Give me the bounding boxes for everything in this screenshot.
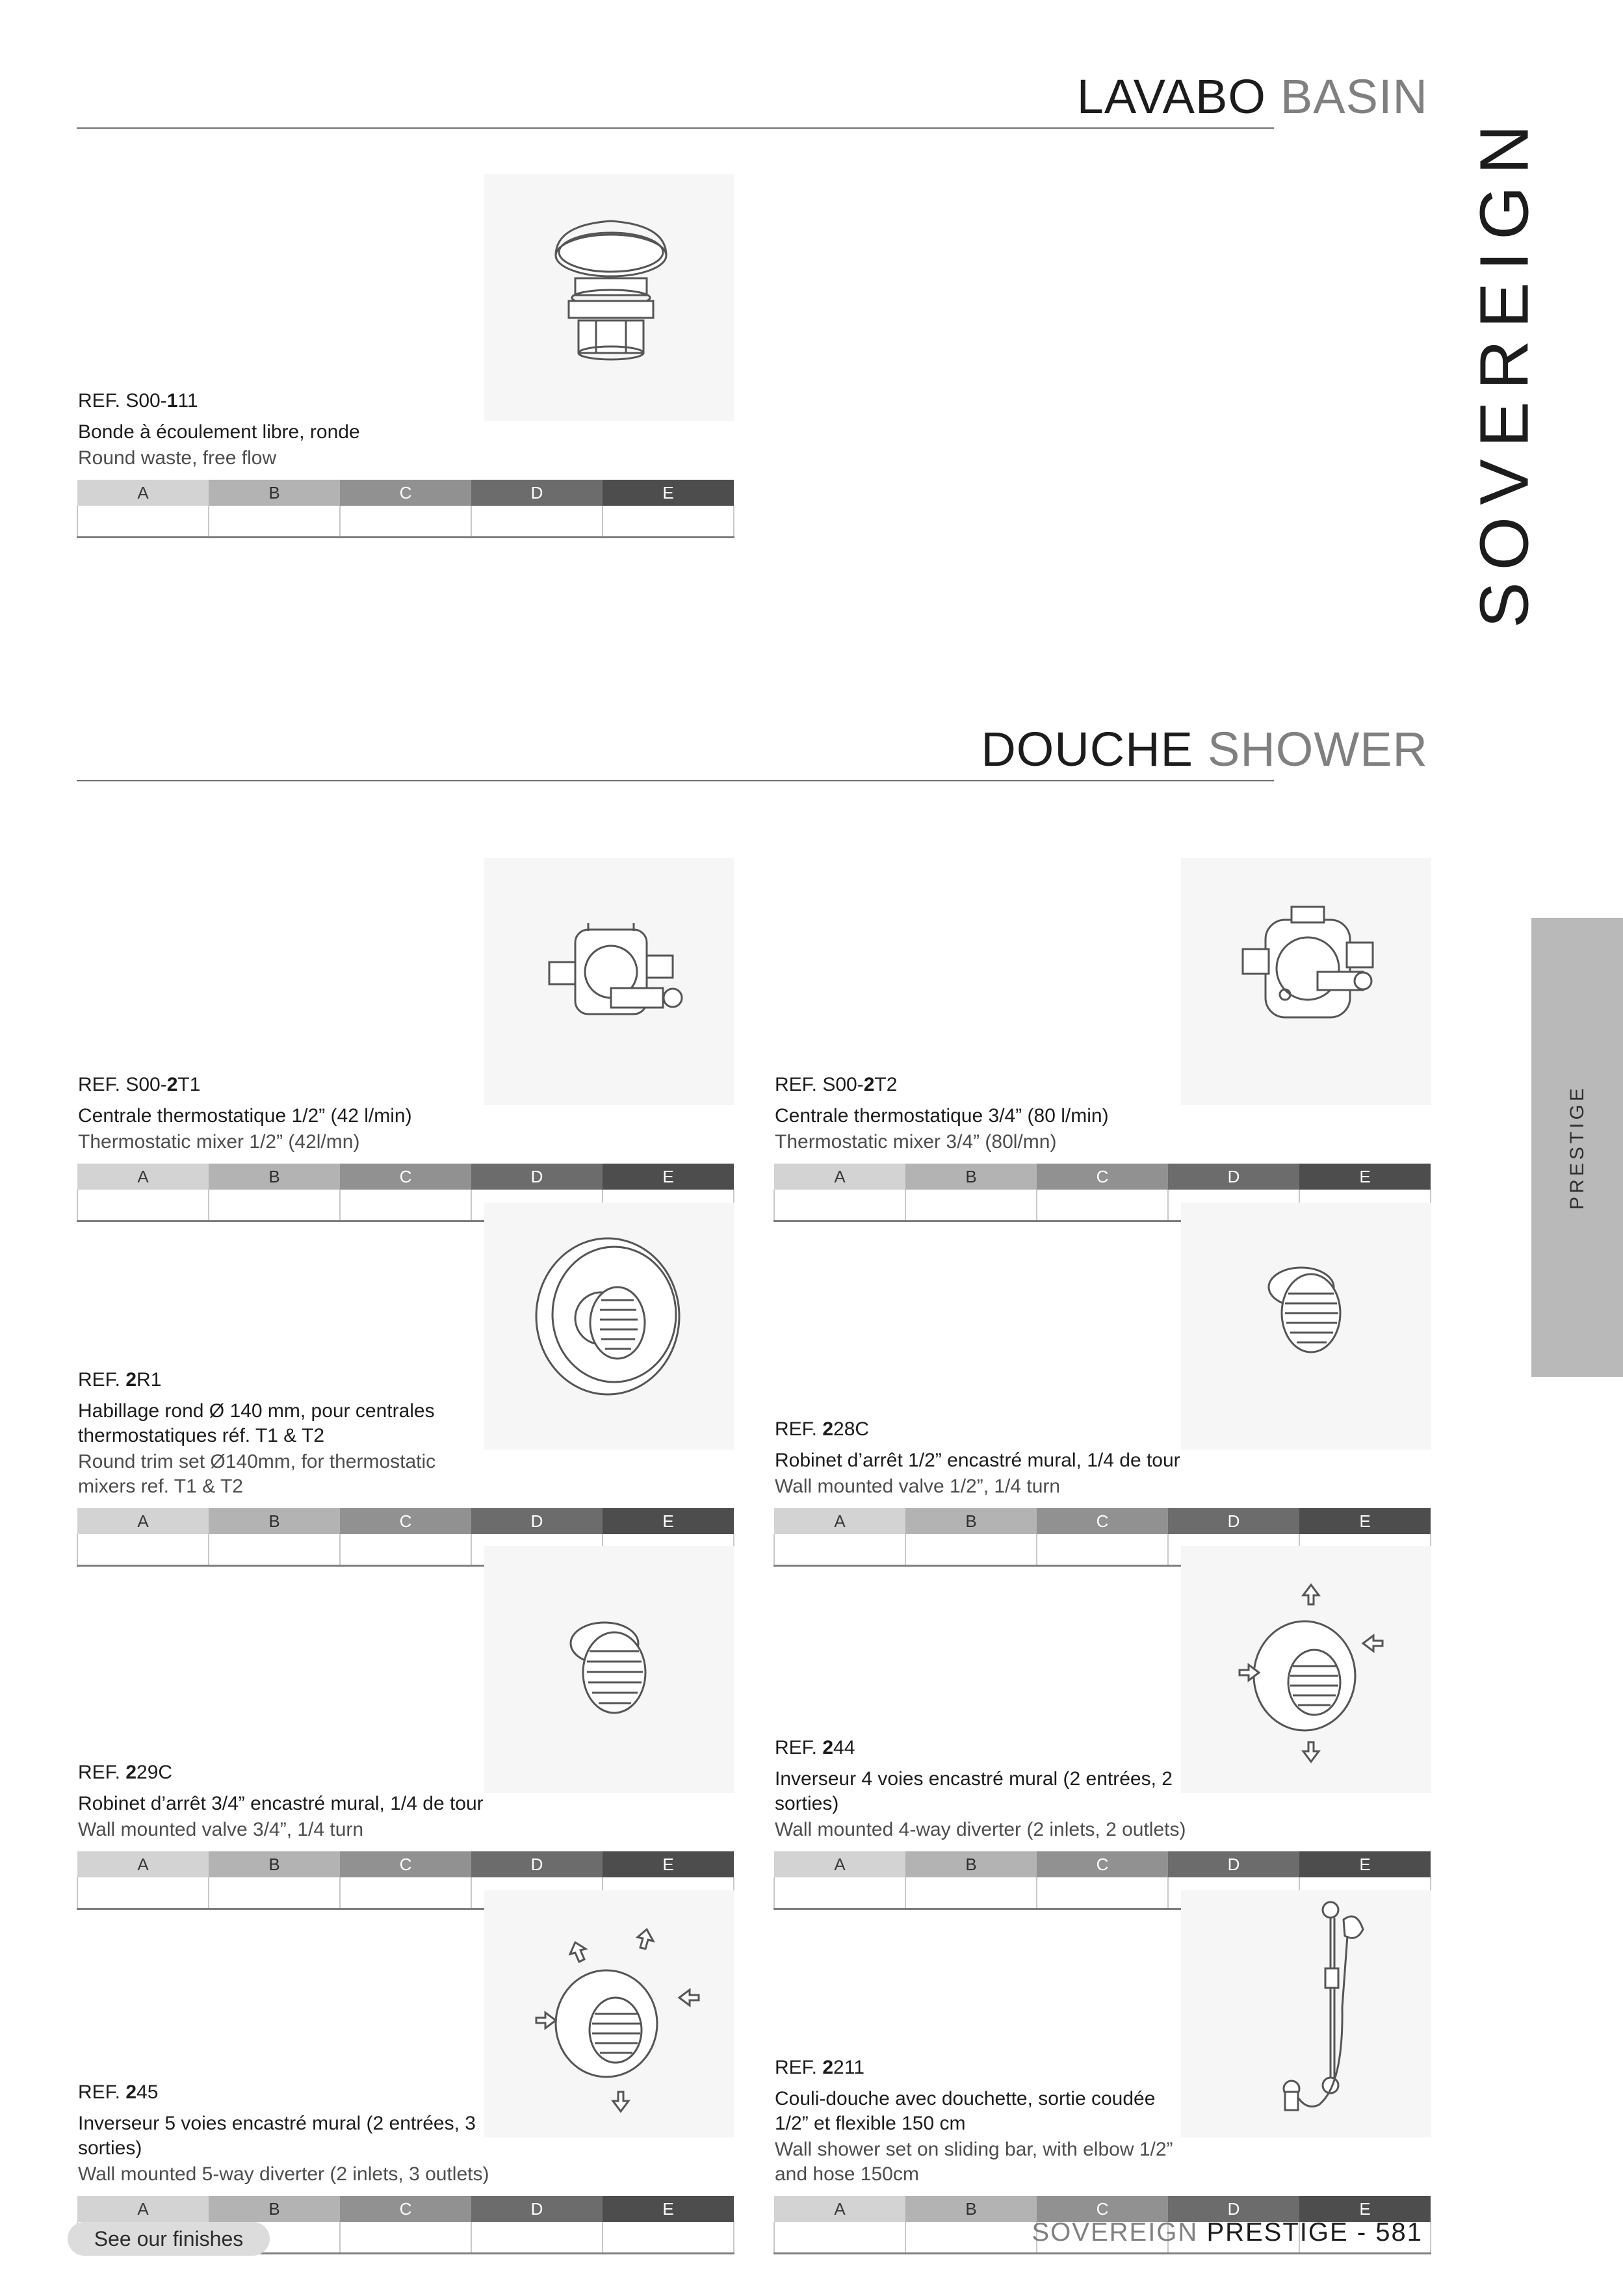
product-info xyxy=(775,2057,1191,2187)
finish-e: E xyxy=(1299,1508,1431,1534)
product-ref xyxy=(775,2057,1191,2079)
finish-c: C xyxy=(340,2196,471,2222)
finish-a: A xyxy=(774,1851,905,1877)
ref-prefix: REF. xyxy=(775,1737,823,1758)
finish-d: D xyxy=(1168,2196,1299,2222)
ref-prefix: REF. xyxy=(78,1762,126,1783)
product-description-fr: Centrale thermostatique 1/2” (42 l/min) xyxy=(78,1105,412,1127)
finish-e: E xyxy=(603,2196,734,2222)
finish-cell xyxy=(905,2222,1037,2253)
page-footer xyxy=(1032,2218,1423,2247)
finish-b: B xyxy=(905,1164,1037,1190)
side-tab-prestige[interactable] xyxy=(1531,918,1623,1377)
finish-a: A xyxy=(774,1164,905,1190)
product-2211 xyxy=(773,1890,1431,2254)
product-description-fr: Robinet d’arrêt 1/2” encastré mural, 1/4 de tour xyxy=(775,1450,1180,1471)
product-description-en: Wall mounted valve 1/2”, 1/4 turn xyxy=(775,1476,1061,1497)
finish-cell xyxy=(209,506,340,537)
finish-cell xyxy=(603,2222,734,2253)
brand-vertical-text: SOVEREIGN xyxy=(1466,112,1543,629)
ref-bold: 2 xyxy=(166,1074,178,1095)
product-info xyxy=(78,1369,494,1499)
finish-e: E xyxy=(603,1851,734,1877)
ref-bold: 2 xyxy=(822,2057,834,2078)
ref-bold: 2 xyxy=(125,2081,137,2103)
ref-bold: 1 xyxy=(166,390,178,411)
section-title-en: BASIN xyxy=(1280,70,1428,124)
finish-d: D xyxy=(471,480,603,506)
product-ref xyxy=(78,390,494,412)
finish-cell xyxy=(471,2222,603,2253)
finish-cell xyxy=(77,506,209,537)
valve-knob-icon xyxy=(484,1546,734,1793)
product-ref xyxy=(78,1762,494,1784)
see-finishes-button[interactable]: See our finishes xyxy=(68,2222,270,2256)
finish-a: A xyxy=(77,480,209,506)
ref-suffix: 29C xyxy=(136,1762,173,1783)
product-description-en: Thermostatic mixer 3/4” (80l/mn) xyxy=(775,1131,1057,1153)
finish-cell xyxy=(774,2222,905,2253)
thermostatic-mixer-icon xyxy=(1181,858,1431,1105)
shower-bar-icon xyxy=(1181,1890,1431,2137)
round-trim-icon xyxy=(484,1203,734,1450)
ref-bold: 2 xyxy=(125,1369,137,1390)
finish-e: E xyxy=(1299,1164,1431,1190)
finish-table xyxy=(77,480,734,538)
finish-b: B xyxy=(209,2196,340,2222)
finish-b: B xyxy=(209,1508,340,1534)
diverter-5-way-icon xyxy=(484,1890,734,2137)
product-description-fr: Inverseur 4 voies encastré mural (2 entrées, 2 sorties) xyxy=(775,1768,1173,1814)
ref-suffix: 211 xyxy=(833,2057,864,2078)
ref-prefix: REF. S00- xyxy=(775,1074,864,1095)
finish-c: C xyxy=(340,480,471,506)
product-info xyxy=(775,1418,1191,1499)
product-228c xyxy=(773,1203,1431,1567)
brand-vertical xyxy=(1427,112,1583,629)
finish-d: D xyxy=(471,1164,603,1190)
product-info xyxy=(78,390,494,471)
product-description-fr: Habillage rond Ø 140 mm, pour centrales thermostatiques réf. T1 & T2 xyxy=(78,1400,435,1446)
product-info xyxy=(775,1074,1191,1155)
product-ref xyxy=(78,1074,494,1096)
finish-c: C xyxy=(340,1164,471,1190)
finish-cell xyxy=(340,506,471,537)
ref-suffix: 44 xyxy=(833,1737,855,1758)
finish-b: B xyxy=(209,1851,340,1877)
product-229c xyxy=(77,1546,734,1910)
section-title-fr: DOUCHE xyxy=(981,722,1193,776)
ref-prefix: REF. xyxy=(775,2057,823,2078)
finish-a: A xyxy=(774,1508,905,1534)
ref-suffix: 11 xyxy=(177,390,198,411)
finish-d: D xyxy=(1168,1508,1299,1534)
finish-c: C xyxy=(1037,1851,1168,1877)
section-title-basin xyxy=(1077,69,1428,124)
ref-prefix: REF. S00- xyxy=(78,390,167,411)
finish-c: C xyxy=(340,1851,471,1877)
ref-prefix: REF. xyxy=(78,2081,126,2103)
diverter-4-way-icon xyxy=(1181,1546,1431,1793)
finish-a: A xyxy=(774,2196,905,2222)
ref-suffix: 28C xyxy=(833,1418,870,1440)
thermostatic-mixer-icon xyxy=(484,858,734,1105)
product-2r1 xyxy=(77,1203,734,1567)
finish-c: C xyxy=(1037,1508,1168,1534)
section-title-fr: LAVABO xyxy=(1076,70,1266,124)
section-divider xyxy=(77,780,1274,781)
finish-a: A xyxy=(77,1164,209,1190)
product-244 xyxy=(773,1546,1431,1910)
product-245 xyxy=(77,1890,734,2254)
finish-e: E xyxy=(603,1164,734,1190)
page-number: - 581 xyxy=(1357,2218,1423,2247)
finish-e: E xyxy=(603,1508,734,1534)
product-description-en: Wall shower set on sliding bar, with elbow 1/2” and hose 150cm xyxy=(775,2139,1173,2185)
finish-d: D xyxy=(1168,1851,1299,1877)
product-info xyxy=(775,1737,1191,1842)
ref-bold: 2 xyxy=(125,1762,137,1783)
product-description-fr: Inverseur 5 voies encastré mural (2 entrées, 3 sorties) xyxy=(78,2113,476,2159)
product-s00-2t1 xyxy=(77,858,734,1222)
finish-b: B xyxy=(209,480,340,506)
finish-e: E xyxy=(603,480,734,506)
ref-prefix: REF. xyxy=(78,1369,126,1390)
product-description-en: Round trim set Ø140mm, for thermostatic mixers ref. T1 & T2 xyxy=(78,1451,436,1497)
finish-d: D xyxy=(471,1508,603,1534)
ref-suffix: 45 xyxy=(136,2081,159,2103)
product-s00-111 xyxy=(77,174,734,538)
finish-c: C xyxy=(340,1508,471,1534)
product-description-en: Wall mounted valve 3/4”, 1/4 turn xyxy=(78,1819,364,1840)
finish-b: B xyxy=(905,1508,1037,1534)
ref-suffix: T2 xyxy=(874,1074,898,1095)
finish-d: D xyxy=(471,1851,603,1877)
footer-brand: SOVEREIGN xyxy=(1032,2218,1199,2247)
ref-prefix: REF. xyxy=(775,1418,823,1440)
product-description-fr: Robinet d’arrêt 3/4” encastré mural, 1/4 de tour xyxy=(78,1793,484,1814)
footer-line: PRESTIGE xyxy=(1206,2218,1349,2247)
finish-cell xyxy=(603,506,734,537)
finish-e: E xyxy=(1299,2196,1431,2222)
product-description-fr: Couli-douche avec douchette, sortie coudée 1/2” et flexible 150 cm xyxy=(775,2088,1156,2134)
finish-b: B xyxy=(209,1164,340,1190)
ref-bold: 2 xyxy=(822,1418,834,1440)
ref-suffix: R1 xyxy=(136,1369,162,1390)
finish-a: A xyxy=(77,2196,209,2222)
waste-plug-icon xyxy=(484,174,734,421)
ref-suffix: T1 xyxy=(177,1074,201,1095)
finish-c: C xyxy=(1037,1164,1168,1190)
ref-bold: 2 xyxy=(863,1074,875,1095)
product-description-en: Wall mounted 5-way diverter (2 inlets, 3 outlets) xyxy=(78,2163,489,2185)
section-title-en: SHOWER xyxy=(1208,722,1428,776)
ref-prefix: REF. S00- xyxy=(78,1074,167,1095)
finish-cell xyxy=(340,2222,471,2253)
product-ref xyxy=(775,1418,1191,1441)
product-info xyxy=(78,2081,494,2187)
product-s00-2t2 xyxy=(773,858,1431,1222)
finish-a: A xyxy=(77,1851,209,1877)
side-tab-label: PRESTIGE xyxy=(1566,1085,1588,1210)
section-title-shower xyxy=(981,722,1428,777)
finish-e: E xyxy=(1299,1851,1431,1877)
product-ref xyxy=(78,2081,494,2104)
finish-c: C xyxy=(1037,2196,1168,2222)
product-ref xyxy=(775,1074,1191,1096)
product-ref xyxy=(78,1369,494,1391)
product-description-fr: Bonde à écoulement libre, ronde xyxy=(78,421,360,443)
product-info xyxy=(78,1762,494,1842)
finish-cell xyxy=(471,506,603,537)
finish-b: B xyxy=(905,1851,1037,1877)
product-description-fr: Centrale thermostatique 3/4” (80 l/min) xyxy=(775,1105,1109,1127)
product-description-en: Wall mounted 4-way diverter (2 inlets, 2 outlets) xyxy=(775,1819,1186,1840)
product-info xyxy=(78,1074,494,1155)
product-ref xyxy=(775,1737,1191,1759)
product-description-en: Thermostatic mixer 1/2” (42l/mn) xyxy=(78,1131,360,1153)
finish-d: D xyxy=(1168,1164,1299,1190)
finish-a: A xyxy=(77,1508,209,1534)
finish-b: B xyxy=(905,2196,1037,2222)
section-divider xyxy=(77,127,1274,129)
product-description-en: Round waste, free flow xyxy=(78,447,277,469)
ref-bold: 2 xyxy=(822,1737,834,1758)
finish-d: D xyxy=(471,2196,603,2222)
valve-knob-icon xyxy=(1181,1203,1431,1450)
